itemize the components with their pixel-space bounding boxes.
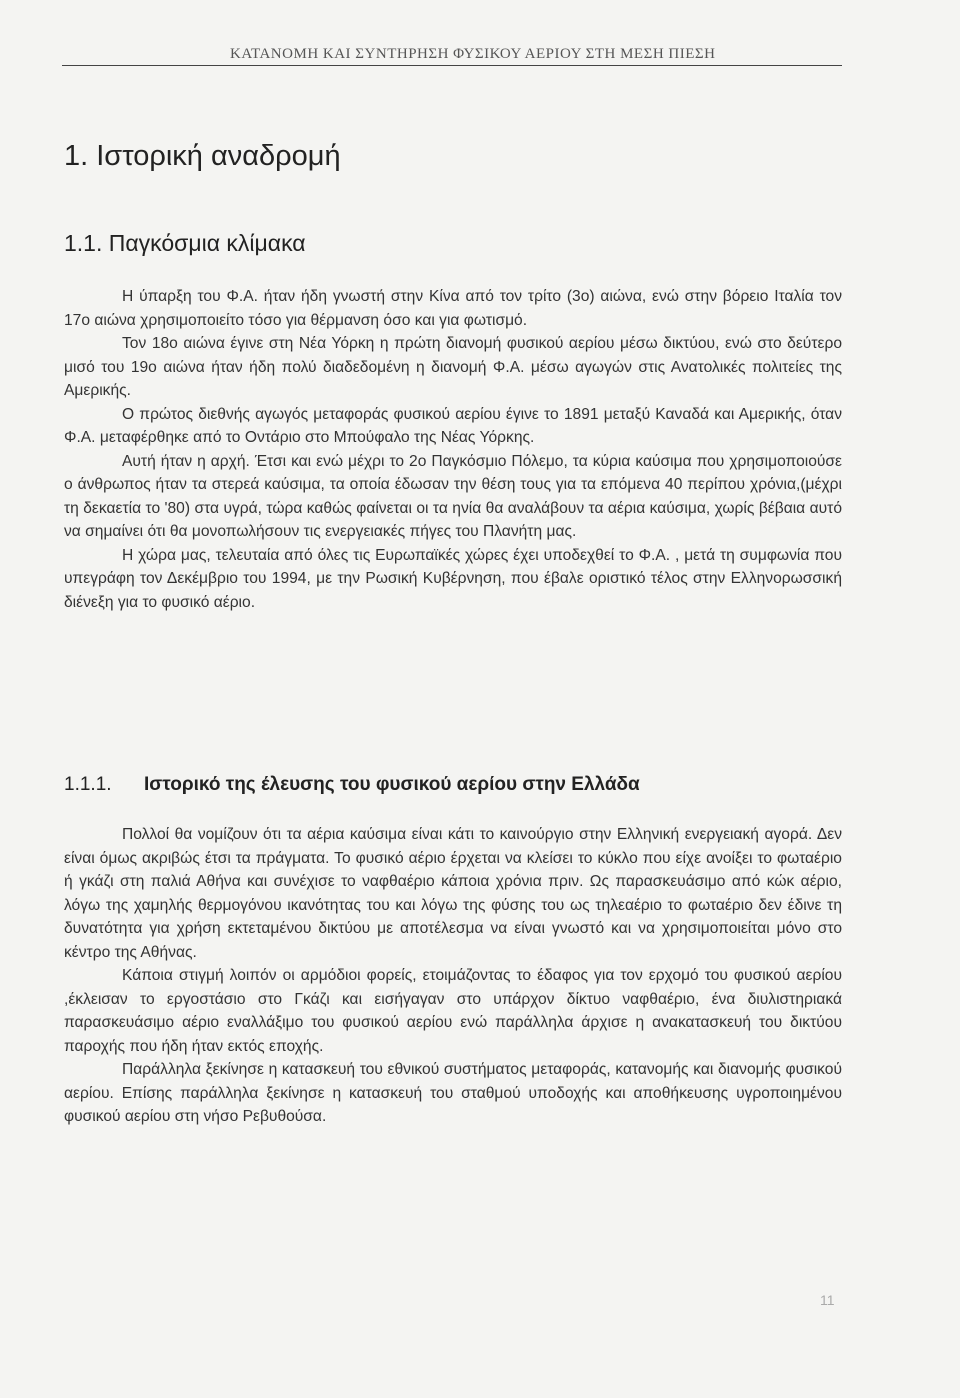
running-header: ΚΑΤΑΝΟΜΗ ΚΑΙ ΣΥΝΤΗΡΗΣΗ ΦΥΣΙΚΟΥ ΑΕΡΙΟΥ ΣΤΗ ΜΕΣΗ ΠΙΕΣΗ [230, 46, 716, 62]
paragraph: Πολλοί θα νομίζουν ότι τα αέρια καύσιμα είναι κάτι το καινούργιο στην Ελληνική ενεργειακή αγορά. Δεν είναι όμως ακριβώς έτσι τα πράγματα. Το φυσικό αέριο έρχεται να κλείσει το κύκλο που είχε ανοίξει το φωταέριο ή γκάζι στη παλιά Αθήνα και συνέχισε το ναφθαέριο κάποια χρόνια πριν. Ως παρασκευάσιμο από κώκ αέριο, λόγω της χαμηλής θερμογόνου ικανότητας του και λόγω της φύσης του ως τηλεαέριο το φωταέριο δεν έδινε τη δυνατότητα για χρήση εκτεταμένου δικτύου με αποτέλεσμα να είναι γνωστό και να χρησιμοποιείται μόνο στο κέντρο της Αθήνας. [64, 826, 842, 961]
chapter-heading: 1. Ιστορική αναδρομή [64, 140, 341, 172]
section-heading: 1.1. Παγκόσμια κλίμακα [64, 230, 306, 256]
paragraph: Παράλληλα ξεκίνησε η κατασκευή του εθνικού συστήματος μεταφοράς, κατανομής και διανομής φυσικού αερίου. Επίσης παράλληλα ξεκίνησε η κατασκευή του σταθμού υποδοχής και αποθήκευσης υγροποιημένου φυσικού αερίου στη νήσο Ρεβυθούσα. [64, 1061, 842, 1125]
paragraph: Ο πρώτος διεθνής αγωγός μεταφοράς φυσικού αερίου έγινε το 1891 μεταξύ Καναδά και Αμερικής, όταν Φ.Α. μεταφέρθηκε από το Οντάριο στο Μπούφαλο της Νέας Υόρκης. [64, 405, 842, 446]
paragraph: Αυτή ήταν η αρχή. Έτσι και ενώ μέχρι το 2ο Παγκόσμιο Πόλεμο, τα κύρια καύσιμα που χρησιμοποιούσε ο άνθρωπος ήταν τα στερεά καύσιμα, τα οποία έδωσαν την θέση τους για τα επόμενα 40 περίπου χρόνια,(μέχρι τη δεκαετία το '80) στα υγρά, τώρα καθώς φαίνεται οι τα ηνία θα αναλάβουν τα αέρια καύσιμα, χωρίς βέβαια αυτό να σημαίνει ότι θα μονοπωλήσουν τις ενεργειακές πήγες του Πλανήτη μας. [64, 452, 842, 540]
paragraph: Η ύπαρξη του Φ.Α. ήταν ήδη γνωστή στην Κίνα από τον τρίτο (3ο) αιώνα, ενώ στην βόρειο Ιταλία τον 17ο αιώνα χρησιμοποιείτο τόσο για θέρμανση όσο και για φωτισμό. [64, 288, 842, 329]
subsection-heading [64, 774, 640, 796]
paragraph: Η χώρα μας, τελευταία από όλες τις Ευρωπαϊκές χώρες έχει υποδεχθεί το Φ.Α. , μετά τη συμφωνία που υπεγράφη τον Δεκέμβριο του 1994, με την Ρωσική Κυβέρνηση, που έβαλε οριστικό τέλος στην Ελληνορωσσική διένεξη για το φυσικό αέριο. [64, 546, 842, 611]
subsection-title: Ιστορικό της έλευσης του φυσικού αερίου στην Ελλάδα [144, 774, 640, 795]
page-number: 11 [820, 1292, 835, 1308]
paragraph: Κάποια στιγμή λοιπόν οι αρμόδιοι φορείς, ετοιμάζοντας το έδαφος για τον ερχομό του φυσικού αερίου ,έκλεισαν το εργοστάσιο στο Γκάζι και εισήγαγαν στο υπάρχον δίκτυο ναφθαέριο, ένα διυλιστηριακά παρασκευάσιμο αέριο εναλλάξιμο του φυσικού αερίου ενώ παράλληλα άρχισε η ανακατασκευή του δικτύου παροχής που ήδη ήταν εκτός εποχής. [64, 967, 842, 1055]
paragraph: Τον 18ο αιώνα έγινε στη Νέα Υόρκη η πρώτη διανομή φυσικού αερίου μέσω δικτύου, ενώ στο δεύτερο μισό του 19ο αιώνα ήταν ήδη πολύ διαδεδομένη η διανομή Φ.Α. μέσω αγωγών στις Ανατολικές πολιτείες της Αμερικής. [64, 335, 842, 399]
header-rule [62, 65, 842, 66]
section-1-body [64, 285, 842, 614]
section-2-body [64, 823, 842, 1129]
subsection-number: 1.1.1. [64, 774, 112, 795]
